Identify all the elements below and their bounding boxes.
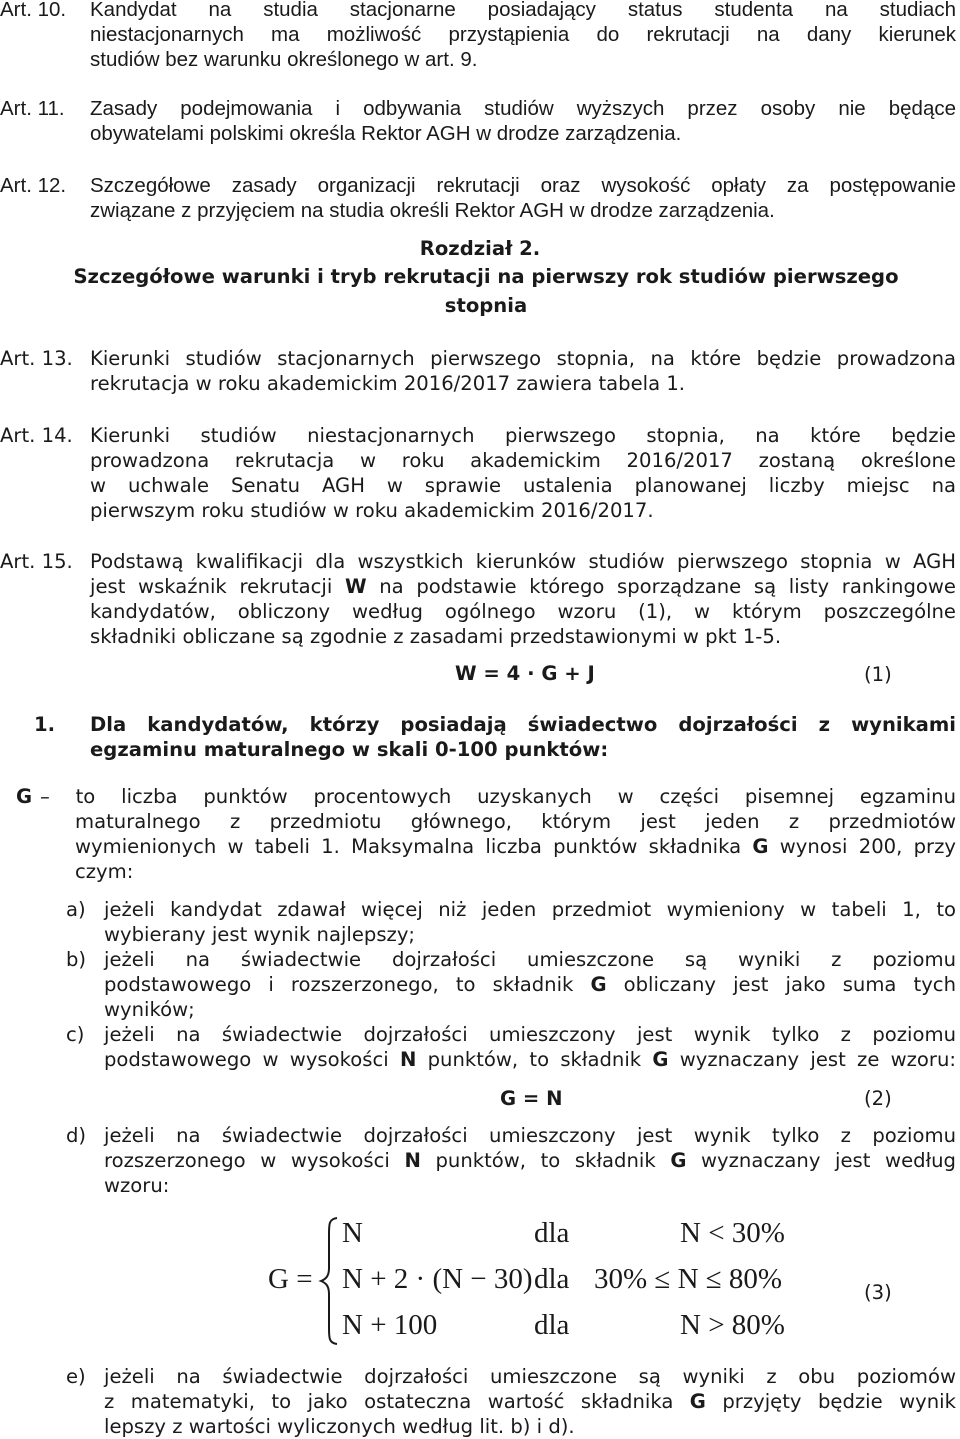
formula-2: G = N: [500, 1087, 563, 1110]
g-def-line3: wymienionych w tabeli 1. Maksymalna liczba punktów składnika G wynosi 200, przy: [75, 835, 956, 858]
art13-line1: Kierunki studiów stacjonarnych pierwszego stopnia, na które będzie prowadzona: [90, 347, 956, 370]
formula-3-number: (3): [864, 1281, 892, 1304]
art14-line1: Kierunki studiów niestacjonarnych pierwszego stopnia, na które będzie: [90, 424, 956, 447]
art15-line4: składniki obliczane są zgodnie z zasadami przedstawionymi w pkt 1-5.: [90, 625, 782, 648]
art10-label: Art. 10.: [0, 0, 67, 21]
art11-line1: Zasady podejmowania i odbywania studiów wyższych przez osoby nie będące: [90, 97, 956, 120]
item-a-label: a): [66, 898, 86, 921]
item-e-line3: lepszy z wartości wyliczonych według lit. b) i d).: [104, 1415, 575, 1438]
g-def-line1: – to liczba punktów procentowych uzyskanych w części pisemnej egzaminu: [40, 785, 956, 808]
g-symbol: G: [16, 785, 33, 808]
formula-1: W = 4 · G + J: [455, 662, 595, 685]
section-1-line1: Dla kandydatów, którzy posiadają świadectwo dojrzałości z wynikami: [90, 713, 956, 736]
g-def-line4: czym:: [75, 860, 134, 883]
art15-label: Art. 15.: [0, 550, 73, 573]
art15-line3: kandydatów, obliczony według ogólnego wzoru (1), w którym poszczególne: [90, 600, 956, 623]
item-e-line1: jeżeli na świadectwie dojrzałości umieszczone są wyniki z obu poziomów: [104, 1365, 956, 1388]
item-d-line3: wzoru:: [104, 1174, 170, 1197]
item-c-label: c): [66, 1023, 85, 1046]
item-e-label: e): [66, 1365, 86, 1388]
art15-line2: jest wskaźnik rekrutacji W na podstawie którego sporządzane są listy rankingowe: [90, 575, 956, 598]
item-a-line1: jeżeli kandydat zdawał więcej niż jeden przedmiot wymieniony w tabeli 1, to: [104, 898, 956, 921]
item-e-line2: z matematyki, to jako ostateczna wartość składnika G przyjęty będzie wynik: [104, 1390, 956, 1413]
item-a-line2: wybierany jest wynik najlepszy;: [104, 923, 416, 946]
formula-3-row2-expr: N + 2 · (N − 30): [342, 1263, 533, 1295]
formula-3-row3-cond: N > 80%: [680, 1309, 785, 1341]
art10-line3: studiów bez warunku określonego w art. 9.: [90, 48, 478, 71]
item-b-line1: jeżeli na świadectwie dojrzałości umieszczone są wyniki z poziomu: [104, 948, 956, 971]
art12-line2: związane z przyjęciem na studia określi Rektor AGH w drodze zarządzenia.: [90, 199, 775, 222]
g-def-line2: maturalnego z przedmiotu głównego, którym jest jeden z przedmiotów: [75, 810, 956, 833]
formula-2-number: (2): [864, 1087, 892, 1110]
art11-label: Art. 11.: [0, 97, 65, 120]
formula-1-number: (1): [864, 663, 892, 686]
formula-3-row1-dla: dla: [534, 1217, 570, 1249]
art11-line2: obywatelami polskimi określa Rektor AGH w drodze zarządzenia.: [90, 122, 682, 145]
section-1-line2: egzaminu maturalnego w skali 0-100 punktów:: [90, 738, 609, 761]
art12-label: Art. 12.: [0, 174, 67, 197]
art14-line3: w uchwale Senatu AGH w sprawie ustalenia planowanej liczby miejsc na: [90, 474, 956, 497]
art13-line2: rekrutacja w roku akademickim 2016/2017 zawiera tabela 1.: [90, 372, 686, 395]
item-d-line2: rozszerzonego w wysokości N punktów, to składnik G wyznaczany jest według: [104, 1149, 956, 1172]
formula-3-brace-icon: [318, 1216, 340, 1346]
chapter-title-line2: stopnia: [444, 294, 528, 317]
formula-3-row1-expr: N: [342, 1217, 363, 1249]
art14-line4: pierwszym roku studiów w roku akademickim 2016/2017.: [90, 499, 654, 522]
formula-3-row2-dla: dla: [534, 1263, 570, 1295]
formula-3-lhs: G =: [268, 1263, 313, 1295]
item-d-label: d): [66, 1124, 87, 1147]
chapter-title-line1: Szczegółowe warunki i tryb rekrutacji na pierwszy rok studiów pierwszego: [73, 265, 899, 288]
section-1-number: 1.: [34, 713, 56, 736]
formula-3-row1-cond: N < 30%: [680, 1217, 785, 1249]
art15-line1: Podstawą kwalifikacji dla wszystkich kierunków studiów pierwszego stopnia w AGH: [90, 550, 956, 573]
art10-line2: niestacjonarnych ma możliwość przystąpienia do rekrutacji na dany kierunek: [90, 23, 956, 46]
chapter-number: Rozdział 2.: [419, 237, 541, 260]
art13-label: Art. 13.: [0, 347, 73, 370]
formula-3-row2-cond: 30% ≤ N ≤ 80%: [594, 1263, 783, 1295]
item-d-line1: jeżeli na świadectwie dojrzałości umieszczony jest wynik tylko z poziomu: [104, 1124, 956, 1147]
art14-line2: prowadzona rekrutacja w roku akademickim 2016/2017 zostaną określone: [90, 449, 956, 472]
formula-3-row3-dla: dla: [534, 1309, 570, 1341]
item-b-line2: podstawowego i rozszerzonego, to składnik G obliczany jest jako suma tych: [104, 973, 956, 996]
art10-line1: Kandydat na studia stacjonarne posiadający status studenta na studiach: [90, 0, 956, 21]
item-c-line1: jeżeli na świadectwie dojrzałości umieszczony jest wynik tylko z poziomu: [104, 1023, 956, 1046]
art12-line1: Szczegółowe zasady organizacji rekrutacji oraz wysokość opłaty za postępowanie: [90, 174, 956, 197]
item-c-line2: podstawowego w wysokości N punktów, to składnik G wyznaczany jest ze wzoru:: [104, 1048, 956, 1071]
item-b-label: b): [66, 948, 87, 971]
item-b-line3: wyników;: [104, 998, 195, 1021]
art14-label: Art. 14.: [0, 424, 73, 447]
formula-3-row3-expr: N + 100: [342, 1309, 438, 1341]
